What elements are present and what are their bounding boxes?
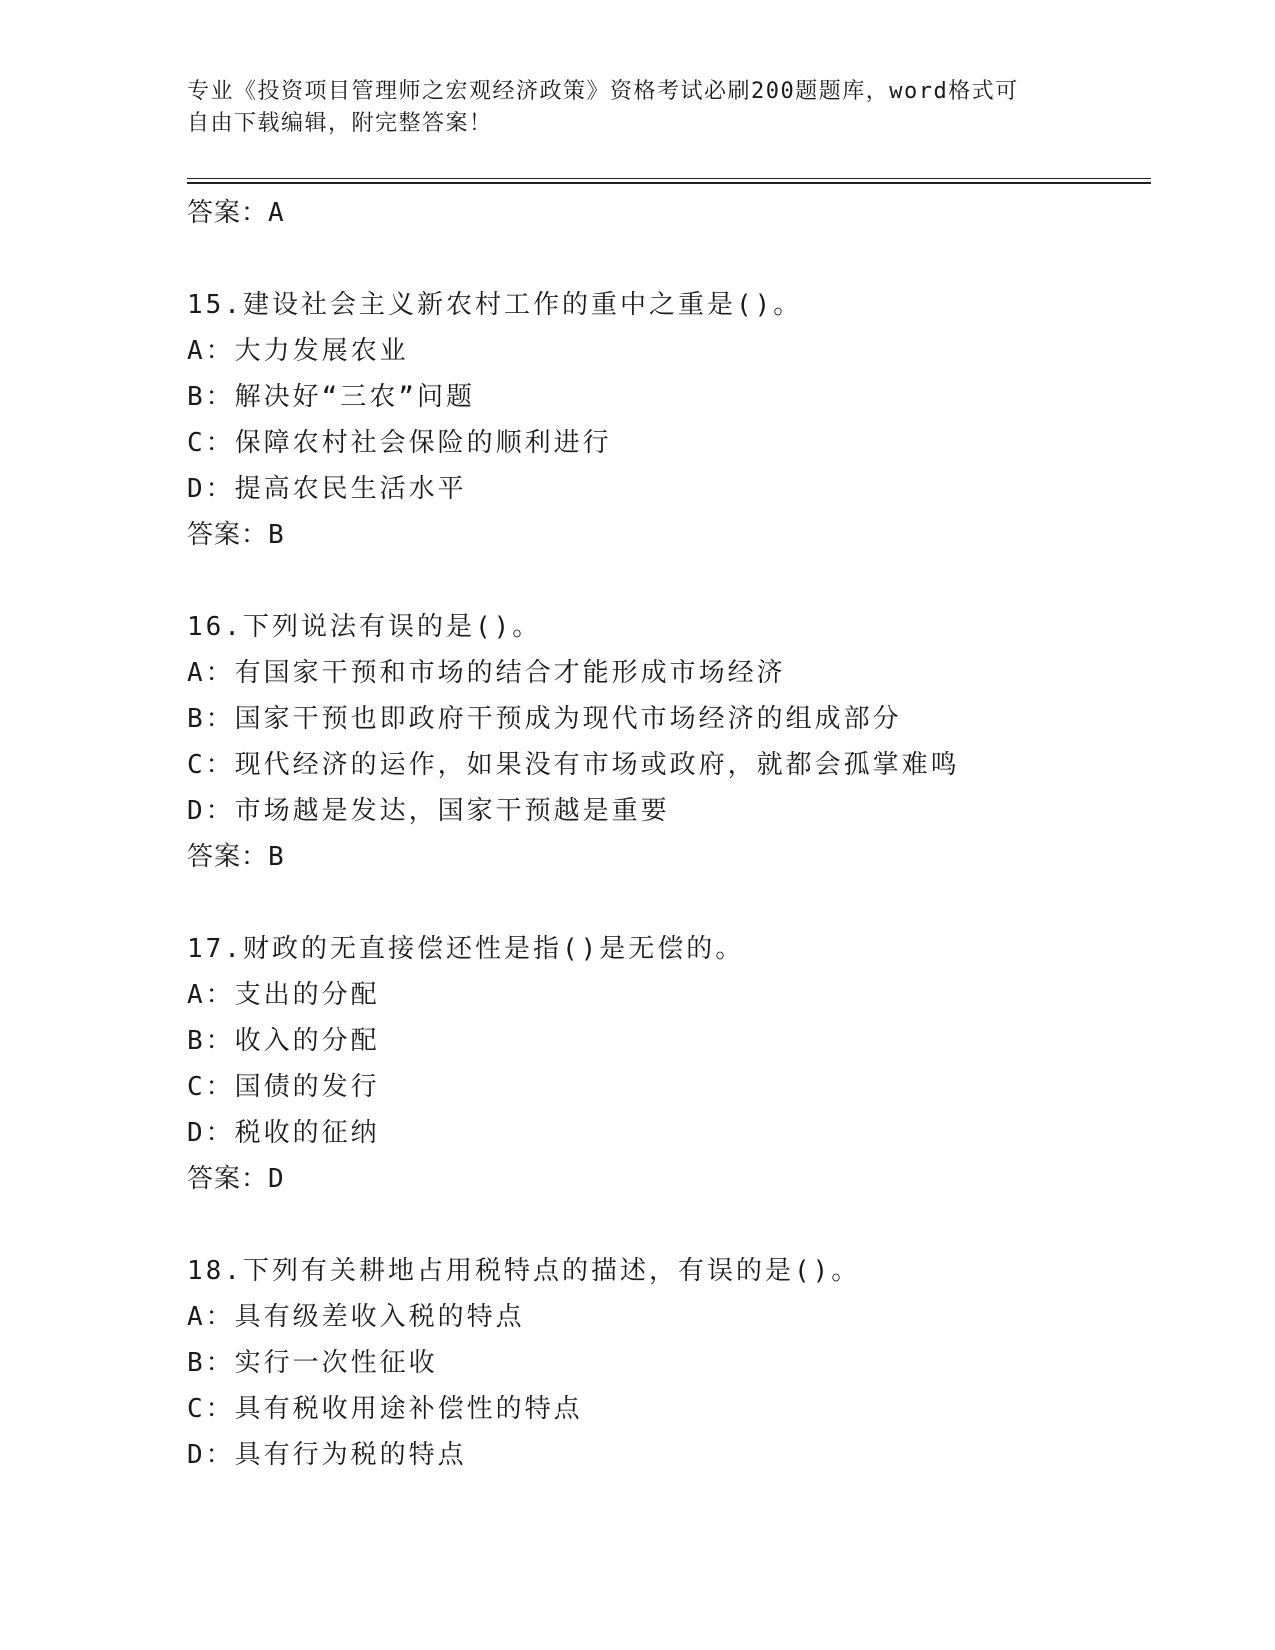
option-d: D：税收的征纳 bbox=[187, 1118, 380, 1148]
option-d: D：提高农民生活水平 bbox=[187, 474, 467, 504]
question-text: 15.建设社会主义新农村工作的重中之重是()。 bbox=[187, 290, 803, 320]
option-b: B：国家干预也即政府干预成为现代市场经济的组成部分 bbox=[187, 704, 902, 734]
option-c: C：具有税收用途补偿性的特点 bbox=[187, 1394, 583, 1424]
header-line-1: 专业《投资项目管理师之宏观经济政策》资格考试必刷200题题库，word格式可 bbox=[187, 79, 1019, 104]
header-rule-thick bbox=[187, 182, 1151, 184]
answer-line: 答案：A bbox=[187, 198, 285, 228]
spacer bbox=[187, 1202, 1151, 1248]
option-d: D：具有行为税的特点 bbox=[187, 1440, 467, 1470]
spacer bbox=[187, 236, 1151, 282]
option-b: B：收入的分配 bbox=[187, 1026, 380, 1056]
option-c: C：现代经济的运作，如果没有市场或政府，就都会孤掌难鸣 bbox=[187, 750, 960, 780]
question-15 bbox=[187, 282, 1151, 558]
question-text: 16.下列说法有误的是()。 bbox=[187, 612, 542, 642]
option-c: C：保障农村社会保险的顺利进行 bbox=[187, 428, 612, 458]
option-a: A：具有级差收入税的特点 bbox=[187, 1302, 525, 1332]
question-text: 18.下列有关耕地占用税特点的描述，有误的是()。 bbox=[187, 1256, 861, 1286]
question-18 bbox=[187, 1248, 1151, 1478]
option-b: B：实行一次性征收 bbox=[187, 1348, 438, 1378]
option-b: B：解决好“三农”问题 bbox=[187, 382, 475, 412]
option-a: A：有国家干预和市场的结合才能形成市场经济 bbox=[187, 658, 786, 688]
document-body bbox=[187, 190, 1151, 1478]
answer-line: 答案：B bbox=[187, 520, 285, 550]
question-text: 17.财政的无直接偿还性是指()是无偿的。 bbox=[187, 934, 745, 964]
answer-line: 答案：B bbox=[187, 842, 285, 872]
question-17 bbox=[187, 926, 1151, 1202]
option-a: A：支出的分配 bbox=[187, 980, 380, 1010]
answer-line: 答案：D bbox=[187, 1164, 285, 1194]
option-c: C：国债的发行 bbox=[187, 1072, 380, 1102]
spacer bbox=[187, 558, 1151, 604]
document-header bbox=[187, 76, 1067, 140]
option-d: D：市场越是发达，国家干预越是重要 bbox=[187, 796, 670, 826]
spacer bbox=[187, 880, 1151, 926]
question-16 bbox=[187, 604, 1151, 880]
option-a: A：大力发展农业 bbox=[187, 336, 409, 366]
header-line-2: 自由下载编辑，附完整答案！ bbox=[187, 111, 493, 136]
header-rule-thin bbox=[187, 178, 1151, 179]
